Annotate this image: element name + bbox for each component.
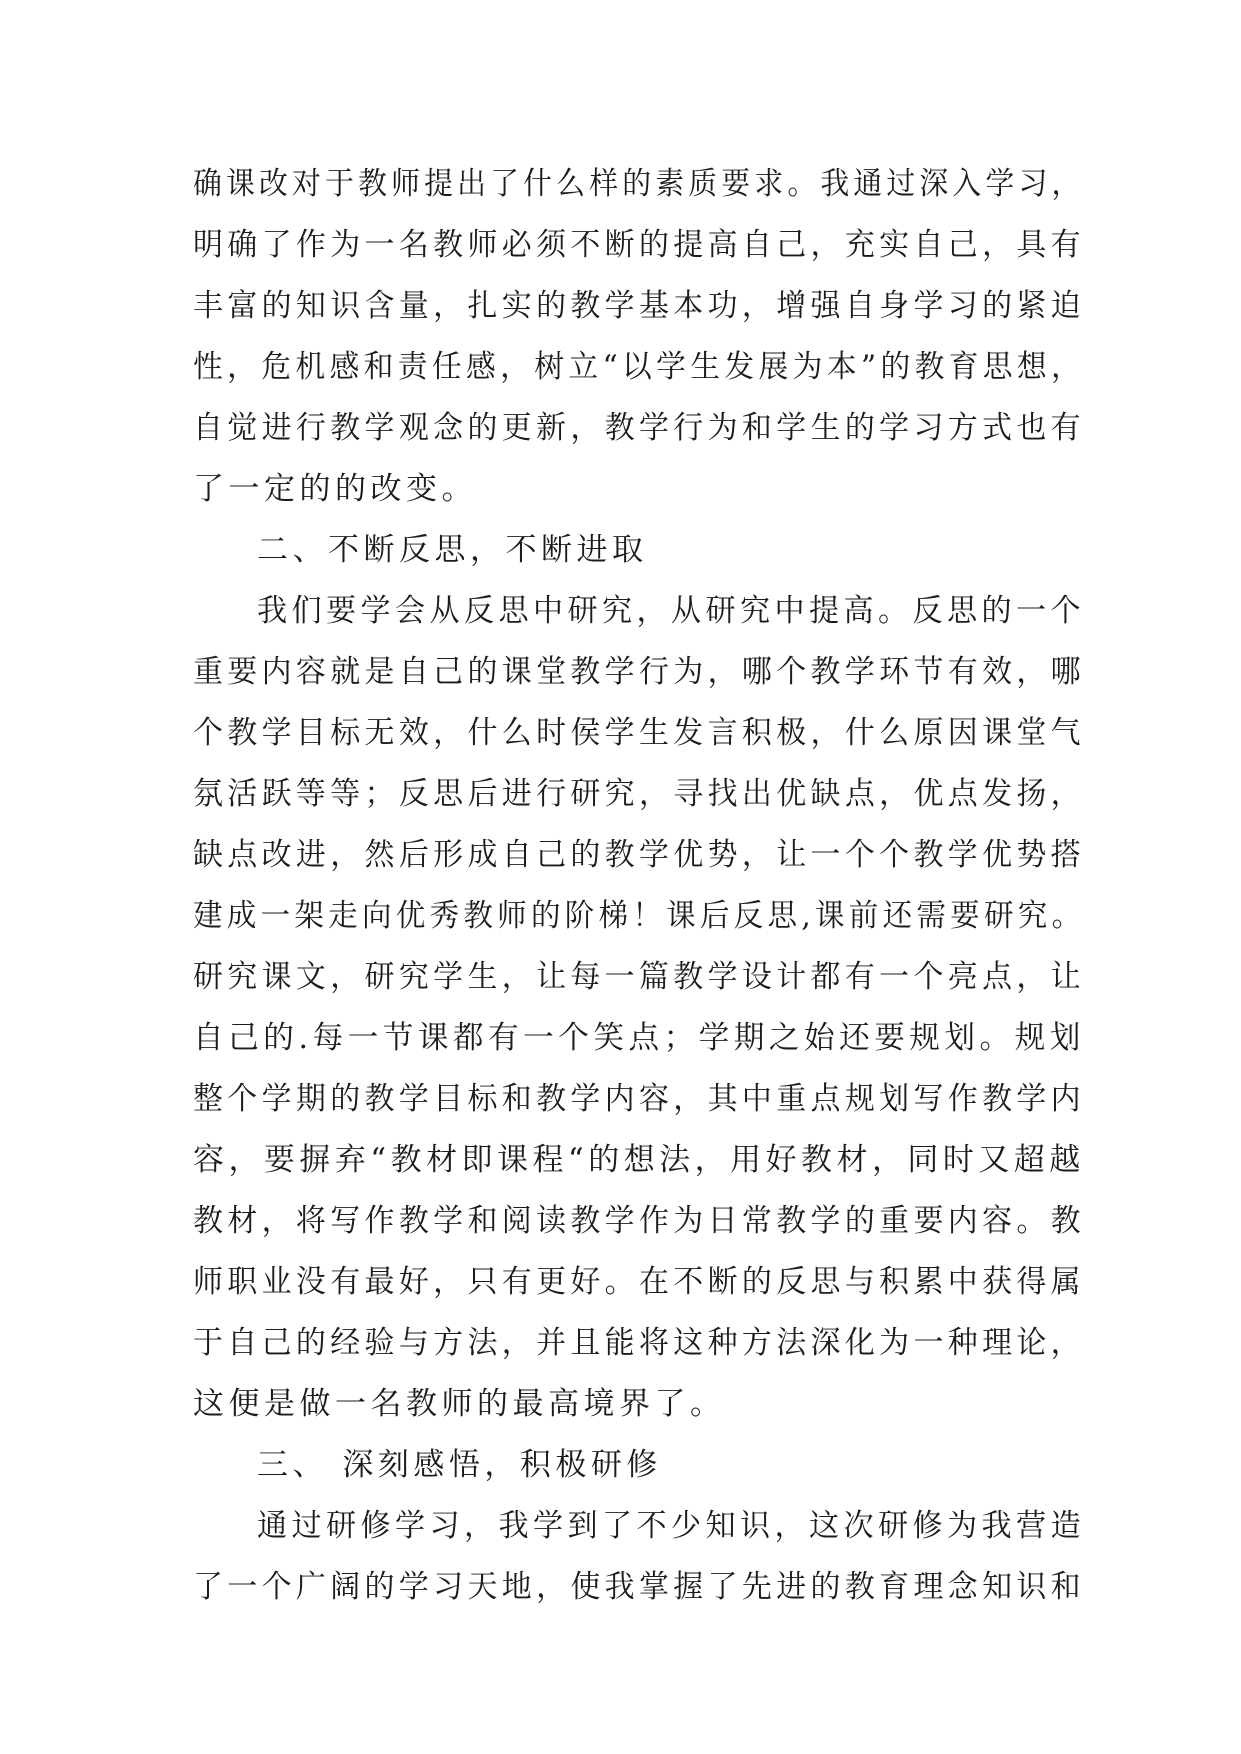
body-text-line: 性，危机感和责任感，树立“以学生发展为本”的教育思想，: [193, 349, 1086, 385]
body-text-line: 于自己的经验与方法，并且能将这种方法深化为一种理论，: [193, 1325, 1085, 1361]
body-text-line: 教材，将写作教学和阅读教学作为日常教学的重要内容。教: [193, 1203, 1085, 1239]
body-text-line: 整个学期的教学目标和教学内容，其中重点规划写作教学内: [193, 1081, 1085, 1117]
section-heading: 三、 深刻感悟，积极研修: [257, 1447, 662, 1483]
body-text-line: 自己的.每一节课都有一个笑点；学期之始还要规划。规划: [193, 1020, 1085, 1056]
body-text-line: 重要内容就是自己的课堂教学行为，哪个教学环节有效，哪: [193, 654, 1085, 690]
body-text-line: 确课改对于教师提出了什么样的素质要求。我通过深入学习，: [193, 166, 1085, 202]
body-text-line: 容，要摒弃“教材即课程“的想法，用好教材，同时又超越: [193, 1142, 1085, 1178]
body-text-line: 了一定的的改变。: [193, 471, 477, 507]
body-text-line: 建成一架走向优秀教师的阶梯！课后反思,课前还需要研究。: [193, 898, 1086, 934]
body-text-line: 我们要学会从反思中研究，从研究中提高。反思的一个: [257, 593, 1085, 629]
body-text-line: 这便是做一名教师的最高境界了。: [193, 1386, 726, 1422]
body-text-line: 个教学目标无效，什么时侯学生发言积极，什么原因课堂气: [193, 715, 1085, 751]
body-text-line: 氛活跃等等；反思后进行研究，寻找出优缺点，优点发扬，: [193, 776, 1085, 812]
body-text-line: 师职业没有最好，只有更好。在不断的反思与积累中获得属: [193, 1264, 1085, 1300]
body-text-line: 研究课文，研究学生，让每一篇教学设计都有一个亮点，让: [193, 959, 1085, 995]
body-text-line: 了一个广阔的学习天地，使我掌握了先进的教育理念知识和: [193, 1569, 1085, 1605]
body-text-line: 明确了作为一名教师必须不断的提高自己，充实自己，具有: [193, 227, 1085, 263]
body-text-line: 丰富的知识含量，扎实的教学基本功，增强自身学习的紧迫: [193, 288, 1085, 324]
body-text-line: 通过研修学习，我学到了不少知识，这次研修为我营造: [257, 1508, 1085, 1544]
body-text-line: 缺点改进，然后形成自己的教学优势，让一个个教学优势搭: [193, 837, 1085, 873]
section-heading: 二、不断反思，不断进取: [257, 532, 648, 568]
body-text-line: 自觉进行教学观念的更新，教学行为和学生的学习方式也有: [193, 410, 1085, 446]
